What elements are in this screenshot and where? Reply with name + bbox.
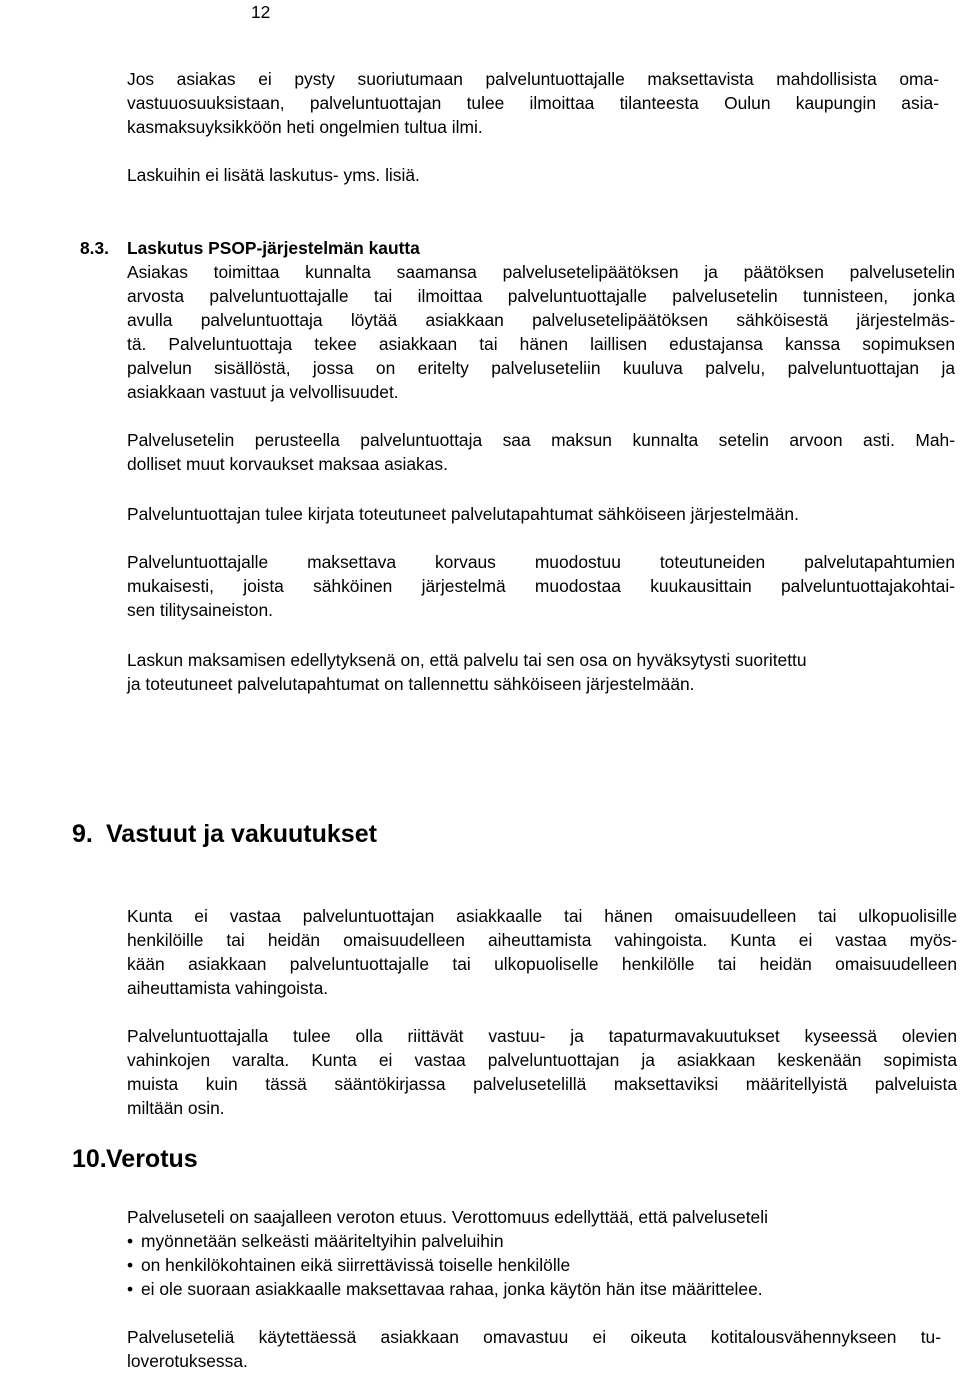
text-line: Palvelusetelin perusteella palveluntuottaja saa maksun kunnalta setelin arvoon asti. Mah-: [127, 430, 955, 450]
text-line: mukaisesti, joista sähköinen järjestelmä muodostaa kuukausittain palveluntuottajakohtai-: [127, 576, 955, 596]
intro-note: Laskuihin ei lisätä laskutus- yms. lisiä.: [127, 165, 420, 185]
text-line: asiakkaan vastuut ja velvollisuudet.: [127, 382, 399, 402]
text-line: Laskun maksamisen edellytyksenä on, että palvelu tai sen osa on hyväksytysti suoritettu: [127, 650, 807, 670]
bullet-icon: •: [127, 1231, 134, 1251]
section-8-3-paragraph-3: Palveluntuottajan tulee kirjata toteutuneet palvelutapahtumat sähköiseen järjestelmään.: [127, 504, 799, 524]
text-line: tä. Palveluntuottaja tekee asiakkaan tai hänen laillisen edustajansa kanssa sopimuksen: [127, 334, 955, 354]
text-line: Asiakas toimittaa kunnalta saamansa palvelusetelipäätöksen ja päätöksen palvelusetelin: [127, 262, 955, 282]
section-number: 9.: [72, 820, 93, 848]
text-line: arvosta palveluntuottajalle tai ilmoittaa palveluntuottajalle palvelusetelin tunnisteen, jonka: [127, 286, 955, 306]
section-title: Vastuut ja vakuutukset: [106, 820, 377, 848]
text-line: Palveluseteliä käytettäessä asiakkaan omavastuu ei oikeuta kotitalousvähennykseen tu-: [127, 1327, 941, 1347]
text-line: loverotuksessa.: [127, 1351, 248, 1371]
bullet-icon: •: [127, 1255, 134, 1275]
list-item: on henkilökohtainen eikä siirrettävissä toiselle henkilölle: [141, 1255, 571, 1275]
text-line: henkilöille tai heidän omaisuudelleen aiheuttamista vahingoista. Kunta ei vastaa myös-: [127, 930, 957, 950]
text-line: vastuuosuuksistaan, palveluntuottajan tulee ilmoittaa tilanteesta Oulun kaupungin asia-: [127, 93, 939, 113]
section-10-paragraph-1: Palveluseteli on saajalleen veroton etuus. Verottomuus edellyttää, että palveluseteli: [127, 1207, 768, 1227]
text-line: Kunta ei vastaa palveluntuottajan asiakkaalle tai hänen omaisuudelleen tai ulkopuolisille: [127, 906, 957, 926]
text-line: Palveluntuottajalle maksettava korvaus muodostuu toteutuneiden palvelutapahtumien: [127, 552, 955, 572]
text-line: Jos asiakas ei pysty suoriutumaan palveluntuottajalle maksettavista mahdollisista oma-: [127, 69, 939, 89]
text-line: miltään osin.: [127, 1098, 225, 1118]
text-line: Palveluntuottajalla tulee olla riittävät vastuu- ja tapaturmavakuutukset kyseessä olevien: [127, 1026, 957, 1046]
text-line: kään asiakkaan palveluntuottajalle tai ulkopuoliselle henkilölle tai heidän omaisuudelleen: [127, 954, 957, 974]
list-item: myönnetään selkeästi määriteltyihin palveluihin: [141, 1231, 504, 1251]
section-title: Verotus: [106, 1145, 198, 1173]
section-number: 10.: [72, 1145, 107, 1173]
list-item: ei ole suoraan asiakkaalle maksettavaa rahaa, jonka käytön hän itse määrittelee.: [141, 1279, 763, 1299]
text-line: avulla palveluntuottaja löytää asiakkaan palvelusetelipäätöksen sähköisestä järjestelmäs-: [127, 310, 955, 330]
text-line: vahinkojen varalta. Kunta ei vastaa palveluntuottajan ja asiakkaan keskenään sopimista: [127, 1050, 957, 1070]
text-line: muista kuin tässä sääntökirjassa palvelusetelillä maksettaviksi määritellyistä palveluista: [127, 1074, 957, 1094]
text-line: kasmaksuyksikköön heti ongelmien tultua ilmi.: [127, 117, 483, 137]
text-line: ja toteutuneet palvelutapahtumat on tallennettu sähköiseen järjestelmään.: [127, 674, 695, 694]
page-number: 12: [251, 2, 271, 22]
section-title: Laskutus PSOP-järjestelmän kautta: [127, 238, 420, 258]
bullet-icon: •: [127, 1279, 134, 1299]
text-line: aiheuttamista vahingoista.: [127, 978, 329, 998]
text-line: palvelun sisällöstä, jossa on eritelty palveluseteliin kuuluva palvelu, palveluntuottajan ja: [127, 358, 955, 378]
section-number: 8.3.: [80, 238, 110, 258]
text-line: dolliset muut korvaukset maksaa asiakas.: [127, 454, 448, 474]
text-line: sen tilitysaineiston.: [127, 600, 273, 620]
